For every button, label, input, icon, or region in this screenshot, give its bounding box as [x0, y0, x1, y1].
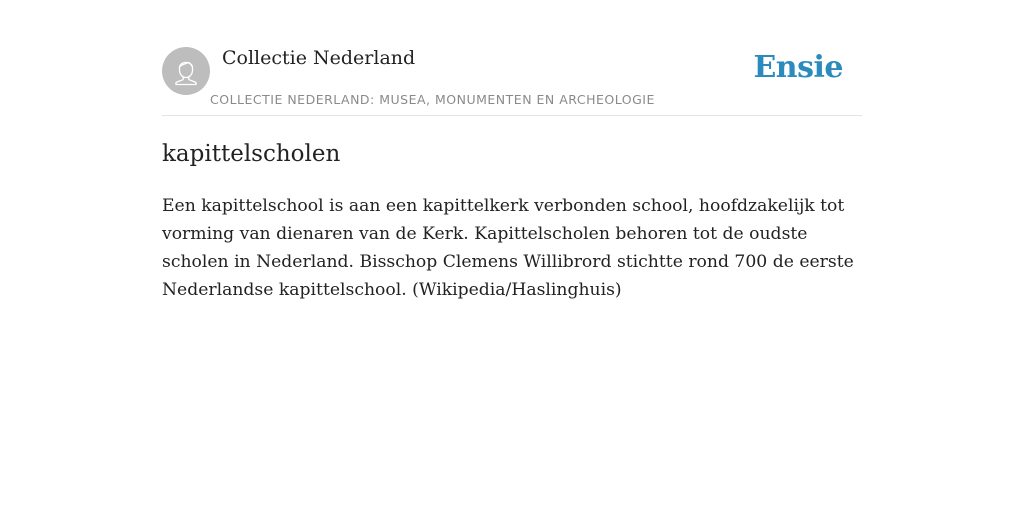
author-name-link[interactable]: Collectie Nederland [222, 47, 416, 69]
author-avatar[interactable] [162, 47, 210, 95]
card-header [162, 0, 862, 116]
term-title: kapittelscholen [162, 141, 341, 167]
author-subtitle-link[interactable]: COLLECTIE NEDERLAND: MUSEA, MONUMENTEN EN ARCHEOLOGIE [210, 92, 655, 107]
definition-card [162, 0, 862, 512]
ensie-logo[interactable]: Ensie [753, 50, 843, 85]
user-avatar-icon [162, 47, 210, 95]
definition-text: Een kapittelschool is aan een kapittelkerk verbonden school, hoofdzakelijk tot vorming van dienaren van de Kerk. Kapittelscholen behoren tot de oudste scholen in Nederland. Bisschop Clemens Willibrord stichtte rond 700 de eerste Nederlandse kapittelschool. (Wikipedia/Haslinghuis) [162, 196, 854, 300]
